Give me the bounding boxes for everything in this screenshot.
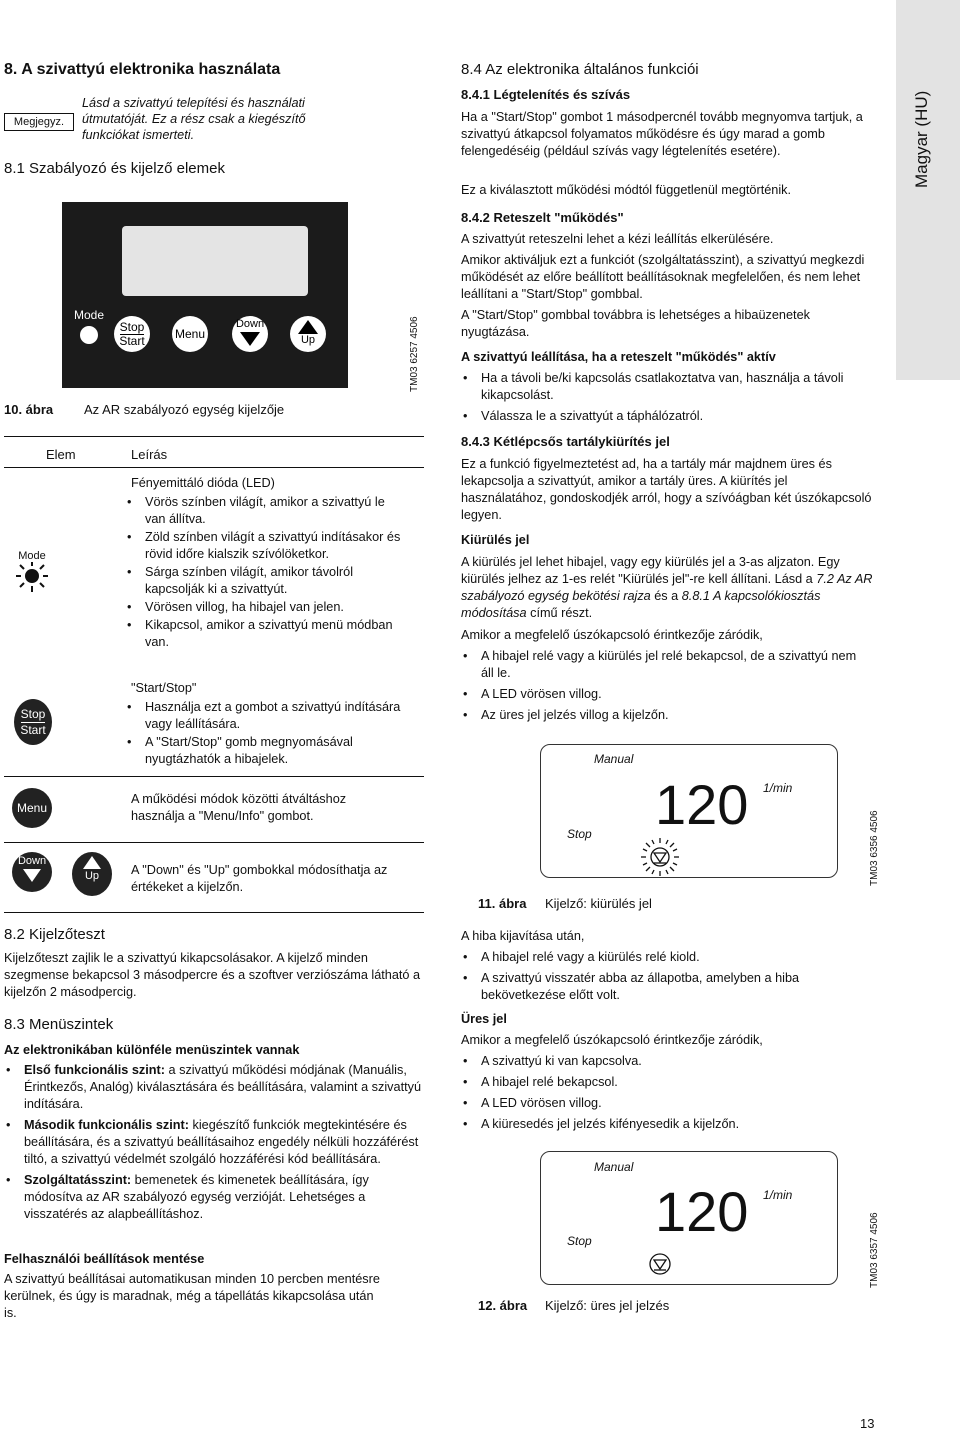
fig10-number: 10. ábra bbox=[4, 402, 54, 417]
empty-warning-condition: Amikor a megfelelő úszókapcsoló érintkezője záródik, bbox=[461, 628, 763, 642]
empty-warning-text-1: A kiürülés jel lehet hibajel, vagy egy kiürülés jel a 3-as aljzaton. Egy kiürülés jelhez az 1-es relét "Kiürülés jel"-re kell állítani. Lásd a bbox=[461, 555, 840, 586]
display-unit: 1/min bbox=[763, 1188, 793, 1202]
subheading-8-4-3: 8.4.3 Kétlépcsős tartálykiürítés jel bbox=[461, 434, 670, 449]
display-value: 120 bbox=[655, 773, 749, 836]
subheading-8-1: 8.1 Szabályozó és kijelző elemek bbox=[4, 160, 225, 177]
text-8-4-3: Ez a funkció figyelmeztetést ad, ha a tartály már majdnem üres és lekapcsolja a szivattyút, amikor a tartály üres. A kiürítés jel használatához, gondoskodjék arról, hogy a szívóágban két úszókapcsoló legyen. bbox=[461, 457, 872, 522]
menu-level-text: kiegészítő funkciók megtekintésére és beállítására, és a szivattyú beállításaihoz engedély nélküli hozzáférést tiltó, a szivattyú védelmét szolgáló hozzáférési kód beállítására. bbox=[24, 1118, 419, 1166]
menu-level-text: bemenetek és kimenetek beállítására, így módosítva az AR szabályozó egység verzióját. Lehetséges a visszatérés az alapbeállításhoz. bbox=[24, 1173, 369, 1221]
menu-level-name: Második funkcionális szint: bbox=[24, 1118, 189, 1132]
start-label: Start bbox=[119, 333, 145, 348]
start-stop-description bbox=[131, 680, 406, 769]
note-label: Megjegyz. bbox=[4, 113, 74, 131]
menu-level-name: Első funkcionális szint: bbox=[24, 1063, 165, 1077]
text-8-4-2a: A szivattyút reteszelni lehet a kézi leállítás elkerülésére. bbox=[461, 232, 774, 246]
up-icon-label: Up bbox=[84, 870, 100, 882]
subheading-8-4-2: 8.4.2 Reteszelt "működés" bbox=[461, 210, 624, 225]
led-description bbox=[131, 475, 406, 652]
down-icon bbox=[12, 852, 52, 892]
up-triangle-icon bbox=[83, 856, 101, 869]
language-tab bbox=[896, 0, 960, 380]
empty-warning-heading: Kiürülés jel bbox=[461, 533, 530, 547]
empty-warning-list bbox=[461, 648, 871, 728]
display-figure-11 bbox=[540, 744, 838, 878]
list-item: • A hibajel relé bekapcsol. bbox=[461, 1074, 871, 1091]
text-8-2: Kijelzőteszt zajlik le a szivattyú kikapcsolásakor. A kijelző minden szegmense bekapcsol 3 másodpercre és a szoftver verziószáma látható a kijelzőn 2 másodpercig. bbox=[4, 951, 421, 999]
empty-tank-icon bbox=[648, 1252, 672, 1276]
fig11-number: 11. ábra bbox=[478, 896, 527, 911]
led-list bbox=[125, 494, 406, 651]
mode-label: Mode bbox=[74, 308, 105, 322]
display-window bbox=[122, 226, 308, 296]
menu-level-item bbox=[4, 1117, 424, 1168]
menu-levels-intro: Az elektronikában különféle menüszintek vannak bbox=[4, 1043, 300, 1057]
fig11-code: TM03 6356 4506 bbox=[869, 810, 880, 886]
menu-description: A működési módok közötti átváltáshoz használja a "Menu/Info" gombot. bbox=[131, 792, 347, 823]
display-figure-12 bbox=[540, 1151, 838, 1285]
up-arrow-icon bbox=[298, 320, 318, 334]
table-header-description: Leírás bbox=[131, 447, 168, 462]
dry-run-text: Amikor a megfelelő úszókapcsoló érintkezője záródik, bbox=[461, 1033, 763, 1047]
list-item: • Kikapcsol, amikor a szivattyú menü módban van. bbox=[125, 617, 406, 651]
table-header-rule bbox=[4, 436, 424, 437]
list-item: • Válassza le a szivattyút a táphálózatról. bbox=[461, 408, 871, 425]
dry-run-heading: Üres jel bbox=[461, 1012, 507, 1026]
table-header-element: Elem bbox=[46, 447, 76, 462]
down-up-description: A "Down" és "Up" gombokkal módosíthatja az értékeket a kijelzőn. bbox=[131, 863, 388, 894]
subheading-8-3: 8.3 Menüszintek bbox=[4, 1016, 114, 1033]
stop-icon-label: Stop bbox=[20, 706, 46, 721]
list-item: • A szivattyú ki van kapcsolva. bbox=[461, 1053, 871, 1070]
list-item: • Sárga színben világít, amikor távolról kapcsolják ki a szivattyút. bbox=[125, 564, 406, 598]
down-button[interactable] bbox=[232, 316, 268, 352]
stop-label: Stop bbox=[119, 319, 145, 334]
after-fix-text: A hiba kijavítása után, bbox=[461, 929, 585, 943]
fig12-caption: Kijelző: üres jel jelzés bbox=[545, 1298, 670, 1313]
up-icon bbox=[72, 852, 112, 896]
list-item: • A LED vörösen villog. bbox=[461, 686, 871, 703]
list-item: • A hibajel relé vagy a kiürülés relé kiold. bbox=[461, 949, 871, 966]
display-stop-label: Stop bbox=[567, 827, 592, 841]
down-up-icons bbox=[12, 852, 112, 902]
up-button[interactable] bbox=[290, 316, 326, 352]
display-stop-label: Stop bbox=[567, 1234, 592, 1248]
subheading-8-4-1: 8.4.1 Légtelenítés és szívás bbox=[461, 87, 631, 102]
language-tab-label: Magyar (HU) bbox=[912, 90, 931, 188]
led-icon bbox=[12, 550, 52, 596]
row-divider bbox=[4, 842, 424, 843]
empty-warning-ref-1: 7.2 Az AR szabályozó egység bekötési rajza bbox=[461, 572, 873, 603]
text-8-4-1: Ha a "Start/Stop" gombot 1 másodpercnél tovább megnyomva tartjuk, a szivattyú átkapcsol folyamatos működésre és úgy marad a gomb felengedéséig (például szívás vagy légtelenítés esetére). bbox=[461, 110, 863, 158]
list-item: • A szivattyú visszatér abba az állapotba, amelyben a hiba bekövetkezése előtt volt. bbox=[461, 970, 871, 1004]
display-manual-label: Manual bbox=[594, 1160, 634, 1174]
start-stop-button[interactable] bbox=[114, 316, 150, 352]
list-item: • Az üres jel jelzés villog a kijelzőn. bbox=[461, 707, 871, 724]
after-fix-list bbox=[461, 949, 871, 1008]
list-item: • Használja ezt a gombot a szivattyú indítására vagy leállítására. bbox=[125, 699, 406, 733]
menu-icon-label: Menu bbox=[16, 800, 48, 815]
menu-label: Menu bbox=[174, 326, 206, 341]
control-panel-figure bbox=[62, 202, 348, 388]
fig10-code: TM03 6257 4506 bbox=[409, 316, 420, 392]
up-label: Up bbox=[300, 334, 316, 346]
list-item: • A LED vörösen villog. bbox=[461, 1095, 871, 1112]
led-mode-label: Mode bbox=[18, 550, 46, 562]
note-text: Lásd a szivattyú telepítési és használati útmutatóját. Ez a rész csak a kiegészítő funkciókat ismerteti. bbox=[82, 96, 306, 142]
locked-stop-heading: A szivattyú leállítása, ha a reteszelt "működés" aktív bbox=[461, 350, 776, 364]
save-settings-text: A szivattyú beállításai automatikusan minden 10 percben mentésre kerülnek, és úgy is maradnak, még a tápellátás kikapcsolása után is. bbox=[4, 1272, 380, 1320]
text-8-4-2b: Amikor aktiváljuk ezt a funkciót (szolgáltatásszint), a szivattyú megkezdi működését az előre beállított beállításoknak megfelelően, és nem lehet leállítani a "Start/Stop" gombbal. bbox=[461, 253, 865, 301]
save-settings-heading: Felhasználói beállítások mentése bbox=[4, 1252, 205, 1266]
fig10-caption: Az AR szabályozó egység kijelzője bbox=[84, 402, 285, 417]
locked-stop-list bbox=[461, 370, 871, 429]
fig11-caption: Kijelző: kiürülés jel bbox=[545, 896, 652, 911]
section-title: 8. A szivattyú elektronika használata bbox=[4, 61, 281, 78]
text-8-4-2c: A "Start/Stop" gombbal továbbra is lehetséges a hibaüzenetek nyugtázása. bbox=[461, 308, 810, 339]
list-item: • A hibajel relé vagy a kiürülés jel relé bekapcsol, de a szivattyú nem áll le. bbox=[461, 648, 871, 682]
display-unit: 1/min bbox=[763, 781, 793, 795]
menu-icon bbox=[12, 788, 52, 828]
start-stop-intro: "Start/Stop" bbox=[131, 681, 197, 695]
down-triangle-icon bbox=[23, 869, 41, 882]
down-icon-label: Down bbox=[17, 855, 47, 867]
list-item: • Vörösen villog, ha hibajel van jelen. bbox=[125, 599, 406, 616]
table-bottom-rule bbox=[4, 912, 424, 913]
empty-warning-text bbox=[461, 554, 876, 622]
list-item: • Vörös színben világít, amikor a szivattyú le van állítva. bbox=[125, 494, 406, 528]
start-icon-label: Start bbox=[20, 722, 46, 737]
empty-warning-ref-2: 8.8.1 A kapcsolókiosztás módosítása bbox=[461, 589, 821, 620]
down-label: Down bbox=[235, 318, 265, 330]
menu-level-text: a szivattyú működési módjának (Manuális, Érintkezős, Analóg) kiválasztására és beállítására, valamint a szivattyú indítására. bbox=[24, 1063, 422, 1111]
text-8-4-1b: Ez a kiválasztott működési módtól függetlenül megtörténik. bbox=[461, 183, 792, 197]
start-stop-icon bbox=[14, 699, 52, 745]
subheading-8-2: 8.2 Kijelzőteszt bbox=[4, 926, 105, 943]
list-item: • A kiüresedés jel jelzés kifényesedik a kijelzőn. bbox=[461, 1116, 871, 1133]
menu-level-name: Szolgáltatásszint: bbox=[24, 1173, 132, 1187]
list-item: • Ha a távoli be/ki kapcsolás csatlakoztatva van, használja a távoli kikapcsolást. bbox=[461, 370, 871, 404]
fig12-code: TM03 6357 4506 bbox=[869, 1212, 880, 1288]
display-value: 120 bbox=[655, 1180, 749, 1243]
led-intro: Fényemittáló dióda (LED) bbox=[131, 476, 275, 490]
empty-warning-text-3: című részt. bbox=[526, 606, 593, 620]
empty-warning-text-2: és a bbox=[650, 589, 682, 603]
empty-tank-flashing-icon bbox=[640, 837, 680, 877]
menu-level-item bbox=[4, 1172, 424, 1223]
fig12-number: 12. ábra bbox=[478, 1298, 528, 1313]
list-item: • A "Start/Stop" gomb megnyomásával nyugtázhatók a hibajelek. bbox=[125, 734, 406, 768]
page-number: 13 bbox=[860, 1416, 875, 1431]
display-manual-label: Manual bbox=[594, 752, 634, 766]
subheading-8-4: 8.4 Az elektronika általános funkciói bbox=[461, 61, 699, 78]
menu-levels-list bbox=[4, 1062, 424, 1227]
table-header-underline bbox=[4, 467, 424, 468]
start-stop-list bbox=[125, 699, 406, 768]
dry-run-list bbox=[461, 1053, 871, 1137]
down-arrow-icon bbox=[240, 332, 260, 346]
mode-led bbox=[80, 326, 98, 344]
menu-button[interactable] bbox=[172, 316, 208, 352]
list-item: • Zöld színben világít a szivattyú indításakor és rövid időre kialszik szívólöketkor. bbox=[125, 529, 406, 563]
row-divider bbox=[4, 776, 424, 777]
menu-level-item bbox=[4, 1062, 424, 1113]
